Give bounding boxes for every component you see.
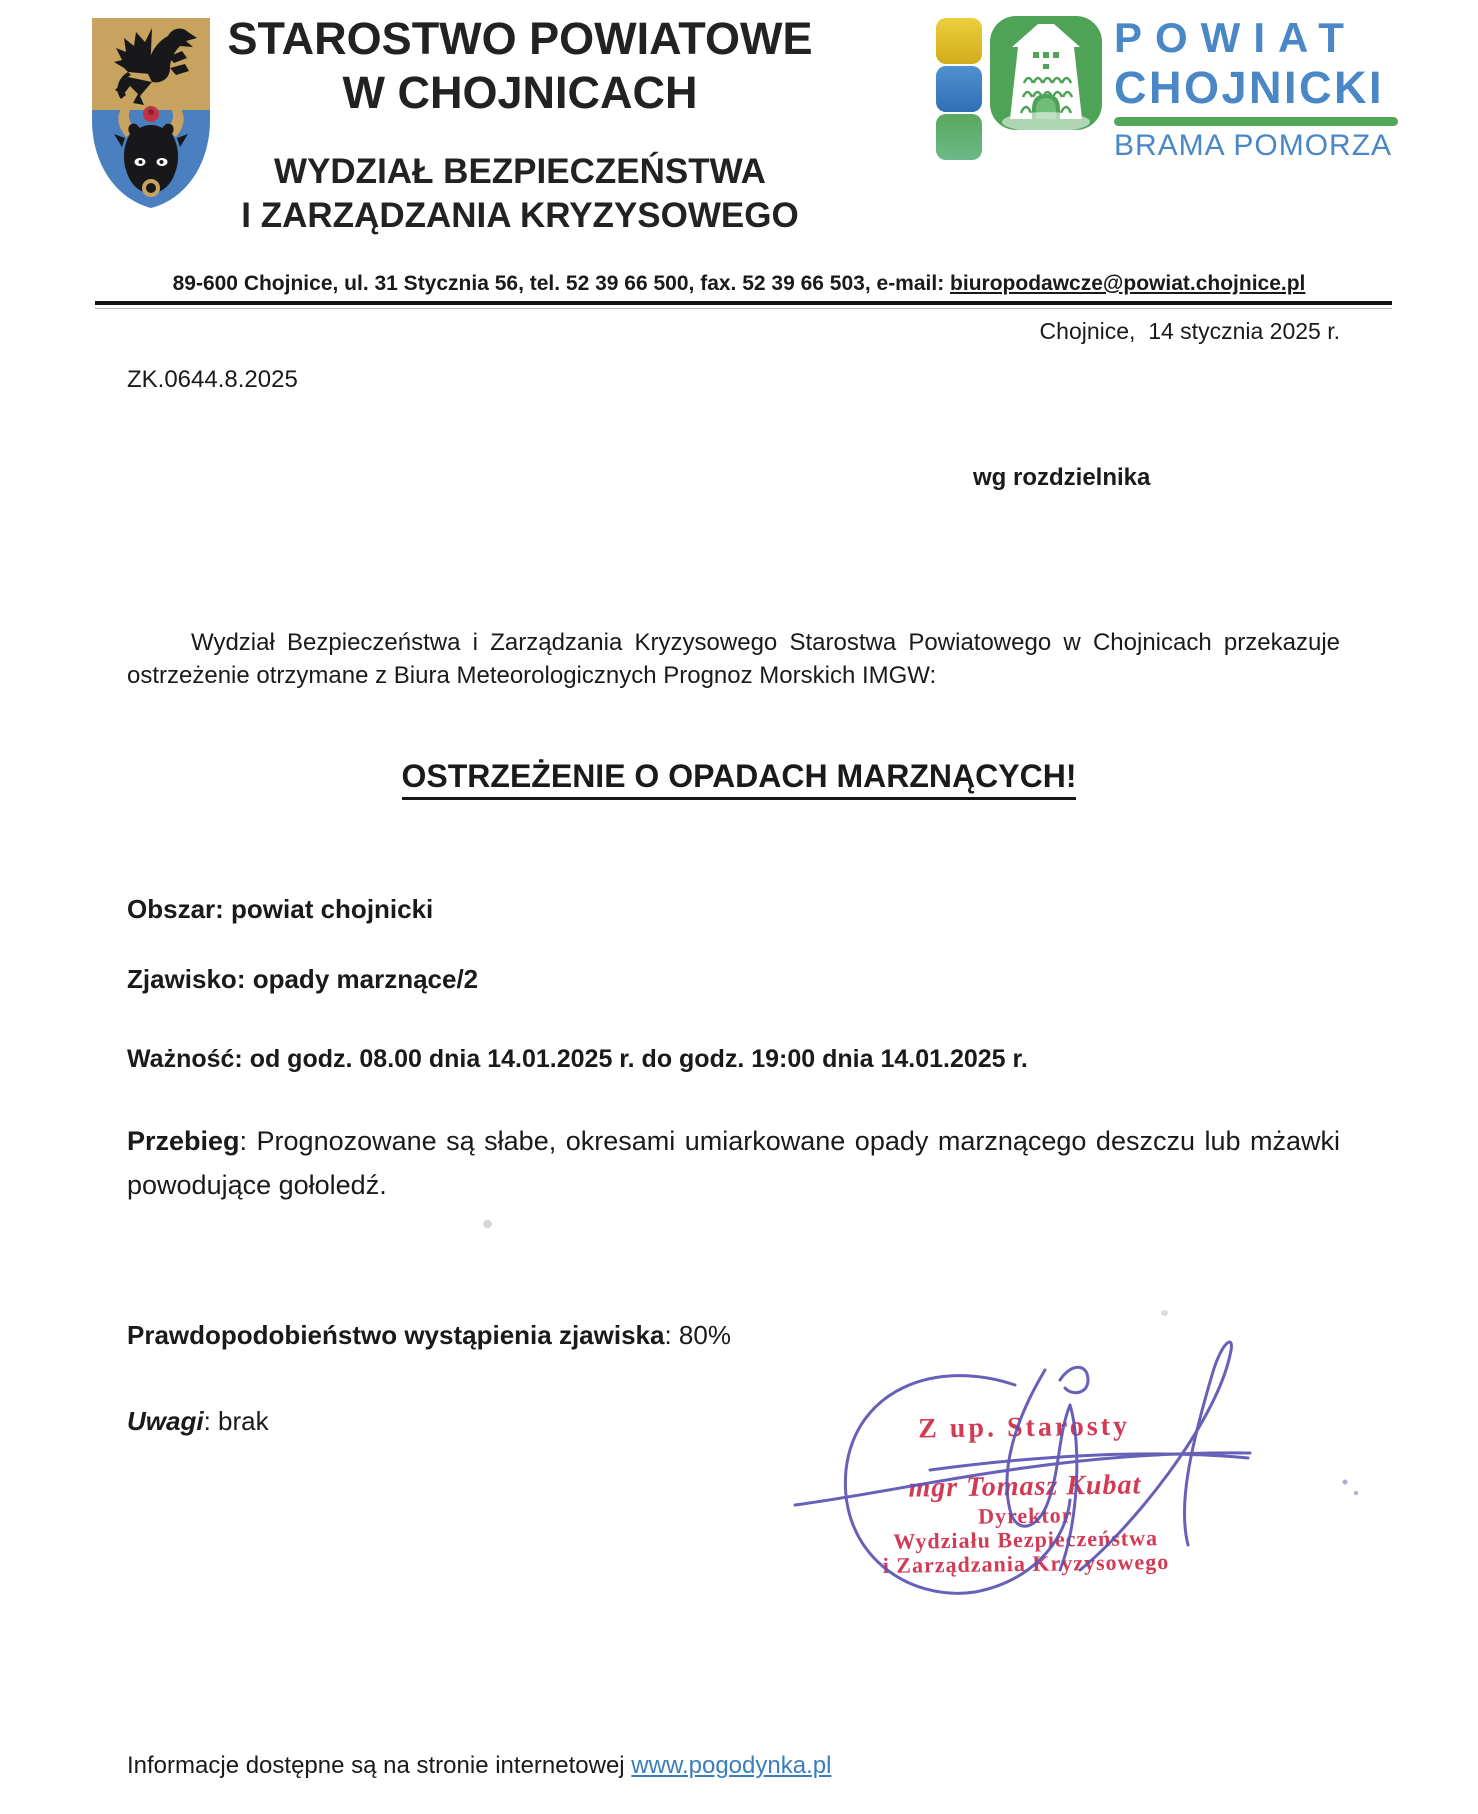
field-obszar-label: Obszar: <box>127 894 224 924</box>
distribution-note: wg rozdzielnika <box>973 464 1151 491</box>
logo-blue-square-icon <box>936 66 982 112</box>
footer-text: Informacje dostępne są na stronie internetowej <box>127 1752 632 1779</box>
case-number: ZK.0644.8.2025 <box>127 366 298 393</box>
field-prawdopodobienstwo <box>127 1320 1340 1351</box>
department-line2: I ZARZĄDZANIA KRYZYSOWEGO <box>241 196 799 235</box>
footer-info <box>127 1752 831 1780</box>
letterhead-office-block <box>225 12 815 238</box>
stamp-department-line2: i Zarządzania Kryzysowego <box>882 1548 1170 1578</box>
office-name-line1: STAROSTWO POWIATOWE <box>227 13 813 64</box>
tower-gate-icon <box>990 16 1102 130</box>
stamp-signer-title: Dyrektor <box>977 1502 1073 1529</box>
field-prawdopodobienstwo-value: : 80% <box>664 1320 731 1350</box>
warning-title: OSTRZEŻENIE O OPADACH MARZNĄCYCH! <box>0 758 1478 795</box>
contact-email-link[interactable]: biuropodawcze@powiat.chojnice.pl <box>950 272 1306 295</box>
field-przebieg-value: : Prognozowane są słabe, okresami umiarkowane opady marznącego deszczu lub mżawki powodujące gołoledź. <box>127 1126 1340 1200</box>
stamp-z-up-starosty: Z up. Starosty <box>917 1410 1131 1445</box>
contact-line <box>0 272 1478 296</box>
logo-brama-pomorza-text: BRAMA POMORZA <box>1114 129 1393 162</box>
place-and-date: Chojnice, 14 stycznia 2025 r. <box>1039 318 1340 344</box>
field-przebieg <box>127 1119 1340 1207</box>
intro-paragraph: Wydział Bezpieczeństwa i Zarządzania Kryzysowego Starostwa Powiatowego w Chojnicach przekazuje ostrzeżenie otrzymane z Biura Meteorologicznych Prognoz Morskich IMGW: <box>127 629 1340 689</box>
field-waznosc-value: od godz. 08.00 dnia 14.01.2025 r. do godz. 19:00 dnia 14.01.2025 r. <box>242 1045 1028 1073</box>
field-obszar-value: powiat chojnicki <box>223 894 434 924</box>
scan-speck <box>483 1220 492 1228</box>
field-zjawisko-value: opady marznące/2 <box>245 964 479 994</box>
field-waznosc <box>127 1045 1340 1074</box>
scan-speck <box>1161 1310 1168 1316</box>
logo-yellow-square-icon <box>936 18 982 64</box>
field-waznosc-label: Ważność: <box>127 1045 243 1073</box>
field-prawdopodobienstwo-label: Prawdopodobieństwo wystąpienia zjawiska <box>127 1320 665 1350</box>
authorization-stamp <box>844 1409 1206 1578</box>
field-zjawisko-label: Zjawisko: <box>127 964 246 994</box>
field-uwagi-value: : brak <box>203 1406 269 1436</box>
field-obszar <box>127 894 1340 925</box>
office-name-line2: W CHOJNICACH <box>342 67 698 118</box>
logo-green-square-icon <box>936 114 982 160</box>
logo-powiat-text: POWIAT <box>1114 14 1357 61</box>
department-line1: WYDZIAŁ BEZPIECZEŃSTWA <box>274 152 766 191</box>
chojnice-coat-of-arms-icon <box>90 16 212 210</box>
pogodynka-link[interactable]: www.pogodynka.pl <box>631 1752 832 1779</box>
field-przebieg-label: Przebieg <box>127 1126 240 1156</box>
stamp-department-line1: Wydziału Bezpieczeństwa <box>893 1525 1159 1554</box>
field-uwagi-label: Uwagi <box>127 1406 204 1436</box>
contact-address-text: 89-600 Chojnice, ul. 31 Stycznia 56, tel. 52 39 66 500, fax. 52 39 66 503, e-mail: <box>172 272 951 295</box>
letterhead-divider-shadow <box>95 308 1392 309</box>
stamp-signer-name: mgr Tomasz Kubat <box>908 1469 1142 1504</box>
letterhead-divider <box>95 301 1392 305</box>
logo-chojnicki-text: CHOJNICKI <box>1114 62 1385 113</box>
powiat-chojnicki-logo <box>936 14 1456 164</box>
logo-green-underline <box>1114 117 1398 126</box>
field-zjawisko <box>127 964 1340 995</box>
